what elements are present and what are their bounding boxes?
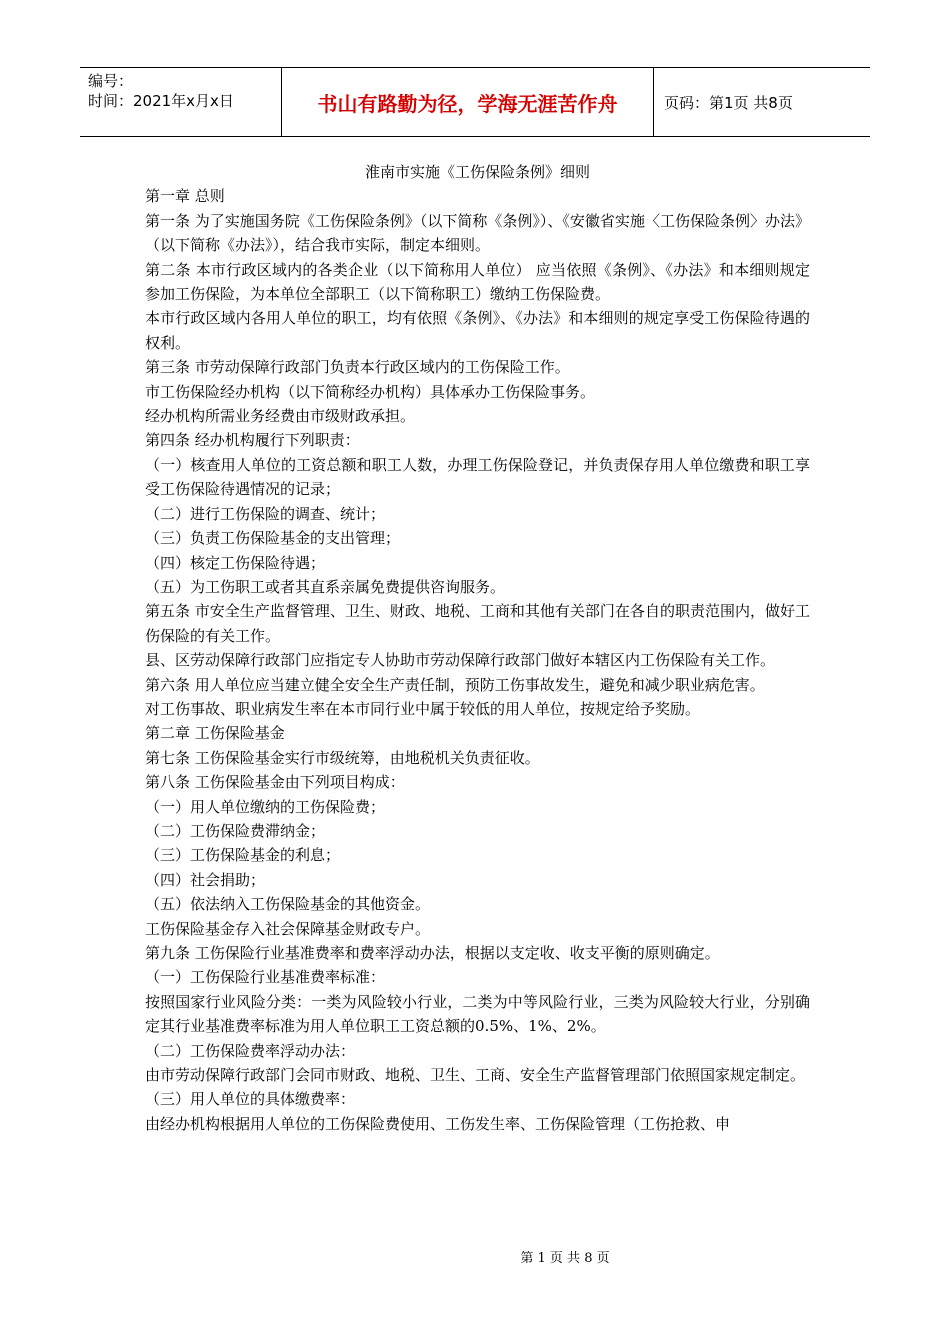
paragraph: 市工伤保险经办机构（以下简称经办机构）具体承办工伤保险事务。 [145, 382, 596, 401]
header-page-info: 页码：第1页 共8页 [664, 93, 793, 112]
paragraph: （一）用人单位缴纳的工伤保险费； [145, 797, 386, 816]
page-footer: 第 1 页 共 8 页 [520, 1251, 610, 1266]
paragraph: 第六条 用人单位应当建立健全安全生产责任制，预防工伤事故发生，避免和减少职业病危害。 [145, 675, 765, 694]
paragraph: 第二条 本市行政区域内的各类企业（以下简称用人单位） 应当依照《条例》、《办法》和本细则规定参加工伤保险，为本单位全部职工（以下简称职工）缴纳工伤保险费。 [145, 260, 810, 304]
paragraph: （四）社会捐助； [145, 870, 266, 889]
header-meta [80, 68, 282, 136]
paragraph: （三）用人单位的具体缴费率： [145, 1090, 356, 1109]
paragraph: 第一章 总则 [145, 187, 225, 206]
paragraph: 第五条 市安全生产监督管理、卫生、财政、地税、工商和其他有关部门在各自的职责范围内，做好工伤保险的有关工作。 [145, 602, 810, 645]
paragraph: 工伤保险基金存入社会保障基金财政专户。 [145, 919, 431, 938]
paragraph: 第八条 工伤保险基金由下列项目构成： [145, 773, 405, 792]
paragraph: （三）工伤保险基金的利息； [145, 846, 341, 865]
paragraph-list [145, 184, 810, 1136]
document-date-label: 时间：2021年x月x日 [88, 92, 234, 110]
paragraph: （四）核定工伤保险待遇； [145, 553, 326, 572]
paragraph: （五）为工伤职工或者其直系亲属免费提供咨询服务。 [145, 577, 506, 596]
paragraph: 由市劳动保障行政部门会同市财政、地税、卫生、工商、安全生产监督管理部门依照国家规定制定。 [145, 1066, 806, 1085]
paragraph: 第三条 市劳动保障行政部门负责本行政区域内的工伤保险工作。 [145, 358, 570, 377]
document-title: 淮南市实施《工伤保险条例》细则 [364, 163, 590, 181]
paragraph: （三）负责工伤保险基金的支出管理； [145, 529, 401, 548]
paragraph: 县、区劳动保障行政部门应指定专人协助市劳动保障行政部门做好本辖区内工伤保险有关工作。 [145, 651, 776, 670]
paragraph: （二）工伤保险费滞纳金； [145, 821, 326, 840]
paragraph: 按照国家行业风险分类：一类为风险较小行业，二类为中等风险行业，三类为风险较大行业，分别确定其行业基准费率标准为用人单位职工工资总额的0.5%、1%、2%。 [145, 992, 810, 1036]
paragraph: 第四条 经办机构履行下列职责： [145, 431, 360, 450]
page-header [80, 67, 870, 137]
paragraph: 由经办机构根据用人单位的工伤保险费使用、工伤发生率、工伤保险管理（工伤抢救、申 [145, 1114, 731, 1133]
paragraph: （五）依法纳入工伤保险基金的其他资金。 [145, 895, 431, 914]
document-body [145, 160, 810, 1136]
document-number-label: 编号： [88, 72, 134, 90]
paragraph: （一）工伤保险行业基准费率标准： [145, 968, 386, 987]
paragraph: 第九条 工伤保险行业基准费率和费率浮动办法，根据以支定收、收支平衡的原则确定。 [145, 944, 720, 962]
paragraph: 对工伤事故、职业病发生率在本市同行业中属于较低的用人单位，按规定给予奖励。 [145, 699, 701, 718]
paragraph: （二）进行工伤保险的调查、统计； [145, 504, 386, 523]
paragraph: 本市行政区域内各用人单位的职工，均有依照《条例》、《办法》和本细则的规定享受工伤保险待遇的权利。 [145, 309, 810, 352]
paragraph: （一）核查用人单位的工资总额和职工人数，办理工伤保险登记，并负责保存用人单位缴费和职工享受工伤保险待遇情况的记录； [145, 455, 810, 499]
paragraph: 第一条 为了实施国务院《工伤保险条例》（以下简称《条例》）、《安徽省实施〈工伤保险条例〉办法》（以下简称《办法》），结合我市实际，制定本细则。 [145, 211, 810, 255]
header-motto: 书山有路勤为径，学海无涯苦作舟 [282, 68, 654, 136]
paragraph: 第二章 工伤保险基金 [145, 724, 285, 743]
paragraph: （二）工伤保险费率浮动办法： [145, 1041, 356, 1060]
paragraph: 经办机构所需业务经费由市级财政承担。 [145, 407, 416, 426]
paragraph: 第七条 工伤保险基金实行市级统筹，由地税机关负责征收。 [145, 748, 540, 767]
